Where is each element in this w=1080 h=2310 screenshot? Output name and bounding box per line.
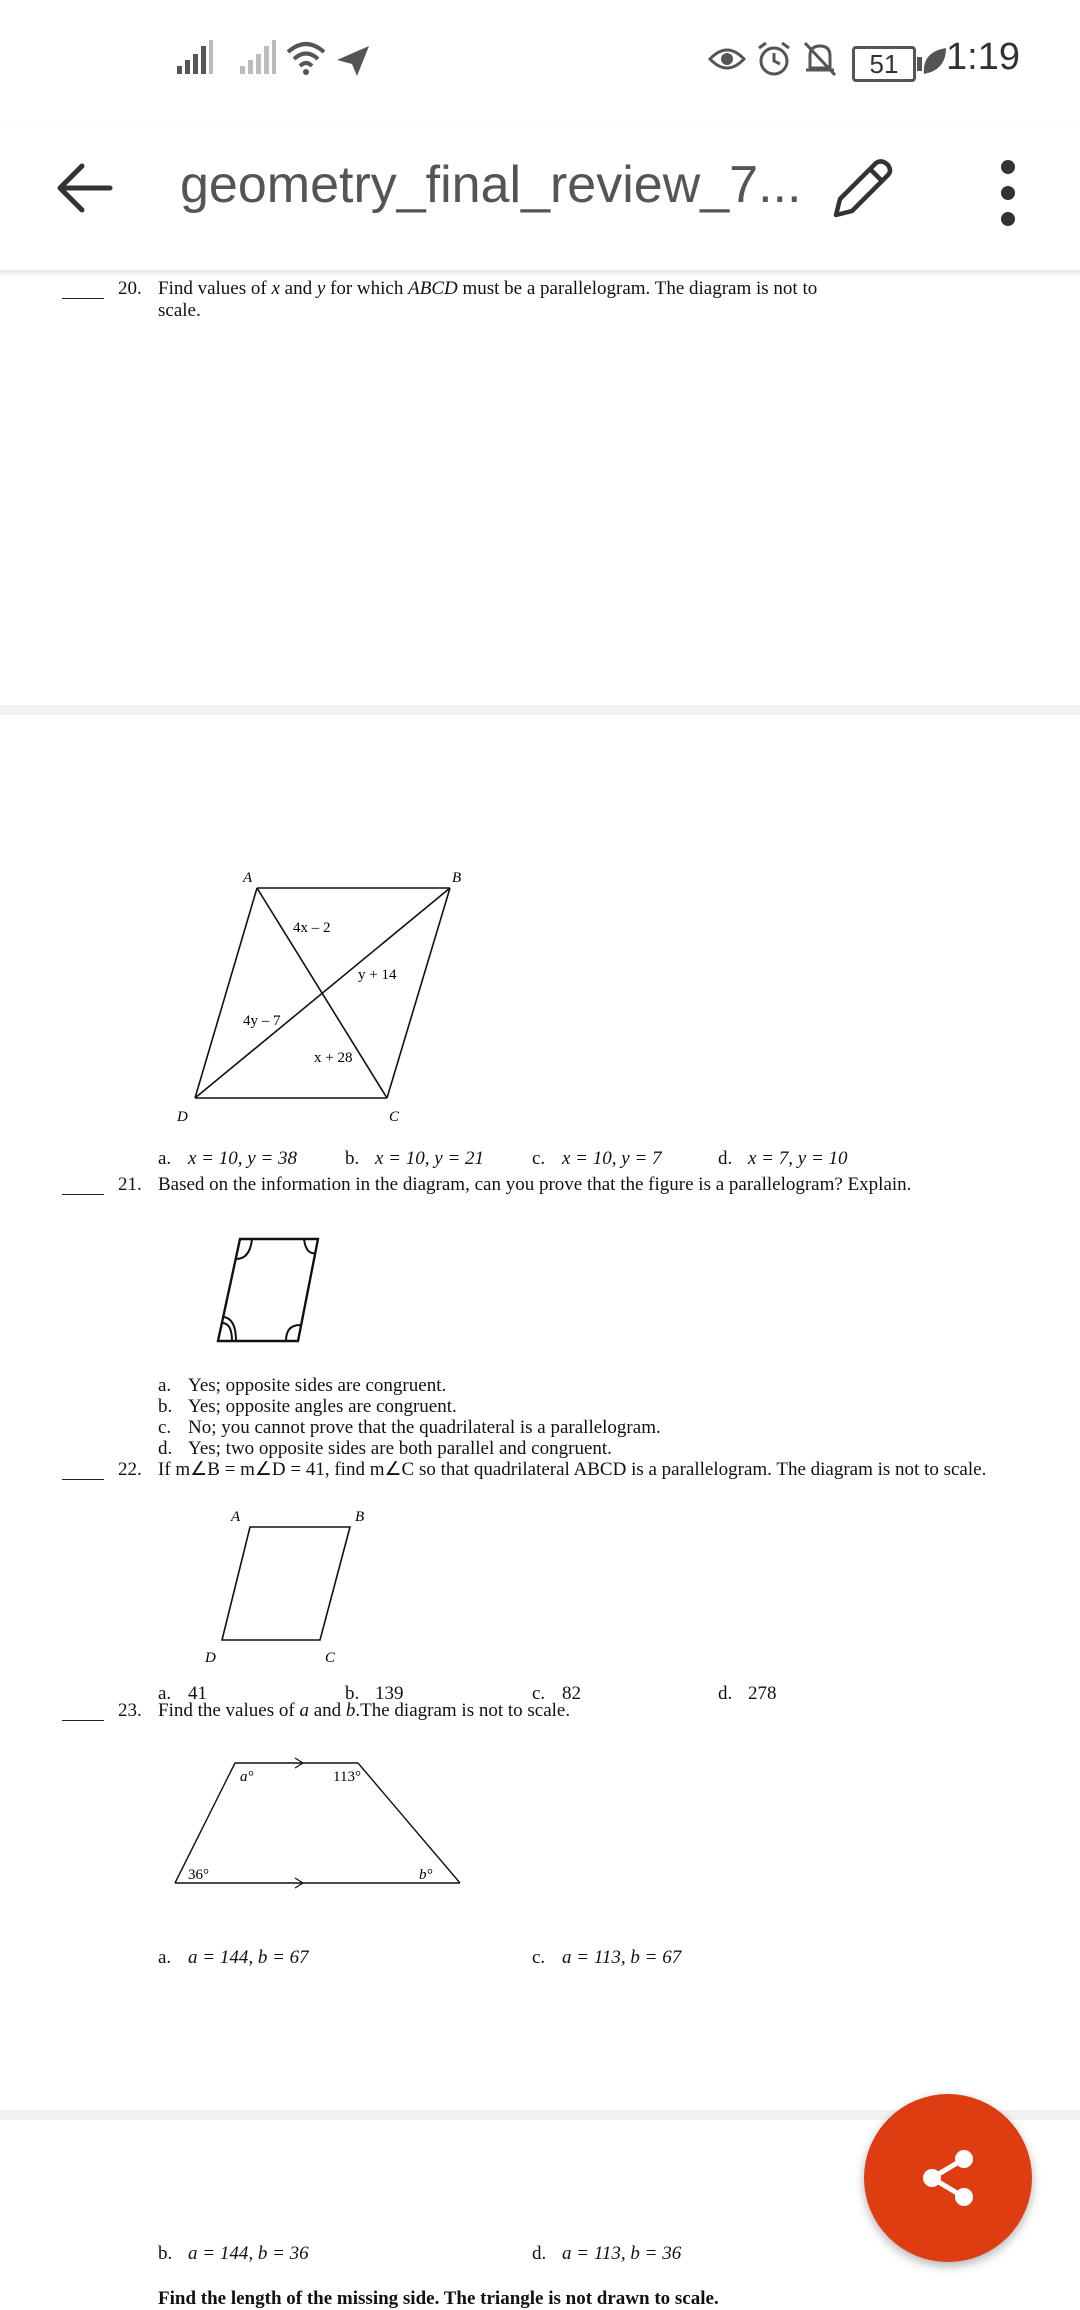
answer-choice-c[interactable]: c. a = 113, b = 67	[532, 1947, 682, 1968]
segment-label-y-14: y + 14	[358, 967, 397, 983]
next-question-prompt: Find the length of the missing side. The triangle is not drawn to scale.	[158, 2288, 719, 2309]
question-number: 23.	[118, 1700, 142, 1721]
answer-choice-d[interactable]: d. Yes; two opposite sides are both parallel and congruent.	[158, 1438, 612, 1459]
signal-icon	[175, 40, 215, 76]
angle-36-label: 36°	[188, 1867, 209, 1883]
question-text: Based on the information in the diagram, can you prove that the figure is a parallelogram? Explain.	[158, 1174, 912, 1195]
trapezoid-angles-diagram	[165, 1755, 475, 1905]
answer-choice-c[interactable]: c. x = 10, y = 7	[532, 1148, 662, 1169]
answer-choice-b[interactable]: b. x = 10, y = 21	[345, 1148, 485, 1169]
status-bar	[0, 0, 1080, 125]
vertex-b-label: B	[452, 870, 462, 886]
question-number: 22.	[118, 1459, 142, 1480]
question-number: 20.	[118, 278, 142, 299]
send-icon	[335, 44, 371, 78]
status-time: 1:19	[946, 36, 1020, 78]
question-text: Find values of x and y for which ABCD must be a parallelogram. The diagram is not to scale.	[158, 278, 818, 321]
signal-2-icon	[238, 40, 278, 76]
answer-blank[interactable]	[62, 1479, 104, 1480]
app-bar	[0, 125, 1080, 270]
parallelogram-abcd-diagram	[195, 1505, 385, 1665]
wifi-icon	[285, 38, 327, 78]
question-text: Find the values of a and b.The diagram is not to scale.	[158, 1700, 571, 1721]
more-options-icon[interactable]	[990, 153, 1026, 233]
angle-113-label: 113°	[333, 1769, 361, 1785]
answer-choice-a[interactable]: a. x = 10, y = 38	[158, 1148, 298, 1169]
answer-choice-a[interactable]: a. a = 144, b = 67	[158, 1947, 309, 1968]
parallelogram-diagonals-diagram	[165, 865, 485, 1155]
answer-choice-b[interactable]: b. a = 144, b = 36	[158, 2243, 309, 2264]
vertex-b-label: B	[355, 1509, 365, 1525]
vertex-a-label: A	[231, 1509, 241, 1525]
segment-label-4x-2: 4x – 2	[293, 920, 331, 936]
answer-choice-a[interactable]: a. Yes; opposite sides are congruent.	[158, 1375, 447, 1396]
question-text: If m∠B = m∠D = 41, find m∠C so that quadrilateral ABCD is a parallelogram. The diagram is not to scale.	[158, 1459, 987, 1480]
answer-choice-c[interactable]: c. No; you cannot prove that the quadrilateral is a parallelogram.	[158, 1417, 661, 1438]
answer-blank[interactable]	[62, 298, 104, 299]
quadrilateral-angle-marks-diagram	[210, 1225, 330, 1345]
pdf-page-1	[0, 270, 1080, 705]
back-arrow-icon[interactable]	[50, 153, 120, 223]
vertex-c-label: C	[325, 1650, 336, 1665]
answer-choice-b[interactable]: b. 139	[345, 1683, 404, 1704]
eye-icon	[708, 44, 746, 74]
vertex-d-label: D	[177, 1109, 188, 1125]
alarm-icon	[755, 40, 793, 78]
angle-a-label: a°	[240, 1769, 254, 1785]
answer-choice-d[interactable]: d. a = 113, b = 36	[532, 2243, 682, 2264]
document-title: geometry_final_review_7...	[180, 156, 802, 214]
answer-choice-d[interactable]: d. 278	[718, 1683, 777, 1704]
answer-choice-a[interactable]: a. 41	[158, 1683, 207, 1704]
share-button[interactable]	[864, 2094, 1032, 2262]
answer-blank[interactable]	[62, 1720, 104, 1721]
edit-pencil-icon[interactable]	[828, 153, 898, 223]
vertex-c-label: C	[389, 1109, 400, 1125]
pdf-page-2	[0, 715, 1080, 2110]
segment-label-x-28: x + 28	[314, 1050, 353, 1066]
question-number: 21.	[118, 1174, 142, 1195]
page-gap	[0, 705, 1080, 715]
leaf-icon	[920, 46, 948, 76]
answer-blank[interactable]	[62, 1194, 104, 1195]
share-icon	[918, 2148, 978, 2208]
answer-choice-c[interactable]: c. 82	[532, 1683, 581, 1704]
vertex-a-label: A	[243, 870, 253, 886]
segment-label-4y-7: 4y – 7	[243, 1013, 281, 1029]
answer-choice-d[interactable]: d. x = 7, y = 10	[718, 1148, 848, 1169]
answer-choice-b[interactable]: b. Yes; opposite angles are congruent.	[158, 1396, 457, 1417]
battery-indicator: 51	[852, 46, 916, 82]
mute-bell-icon	[802, 40, 838, 78]
angle-b-label: b°	[419, 1867, 433, 1883]
question-text-continued: scale.	[158, 300, 201, 321]
vertex-d-label: D	[205, 1650, 216, 1665]
